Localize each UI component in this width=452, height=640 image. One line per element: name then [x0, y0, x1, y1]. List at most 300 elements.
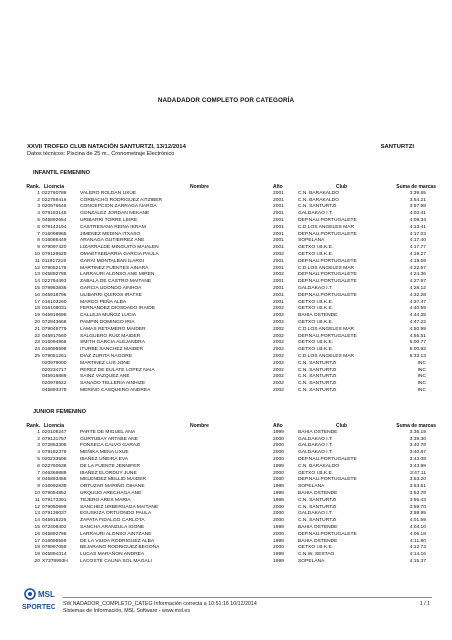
table-row — [0, 340, 452, 347]
table-row — [0, 457, 452, 464]
time-cell: 4:19.59 — [409, 258, 426, 264]
club-cell: SOPELANA — [298, 484, 325, 490]
footer-page-number: 1 / 1 — [419, 601, 430, 607]
rank-cell: 7 — [37, 231, 40, 237]
swimmer-name-cell: SANADO TELLERIA AINHIZE — [80, 381, 146, 387]
birth-year-cell: 2001 — [273, 190, 284, 196]
time-cell: 4:28.12 — [409, 285, 426, 291]
licence-cell: 045918796 — [42, 292, 67, 298]
results-table-junior — [0, 423, 452, 566]
table-row — [0, 293, 452, 300]
time-cell: 3:47.11 — [410, 470, 426, 476]
licence-cell: 020234717 — [42, 367, 67, 373]
club-cell: C.N.W. SESTAO — [298, 552, 335, 558]
swimmer-name-cell: GARCIA UDONDO AINHOA — [80, 285, 142, 291]
header-year: Año — [273, 423, 283, 429]
time-cell: 4:09.34 — [409, 217, 426, 223]
event-city: SANTURTZI — [380, 144, 414, 150]
club-cell: C.N. SANTURTZI — [298, 374, 337, 380]
swimmer-name-cell: GURTUBAY ARTABE ANE — [80, 436, 138, 442]
time-cell: 4:12.73 — [409, 545, 426, 551]
header-licence: Licencia — [44, 184, 65, 190]
table-row — [0, 354, 452, 361]
rank-cell: 6 — [37, 224, 40, 230]
msl-sportec-logo — [21, 586, 55, 612]
club-cell: DEP.NAU.PORTUGALETE — [298, 272, 357, 278]
licence-cell: 020108247 — [42, 429, 67, 435]
club-cell: DEP.NAU.PORTUGALETE — [298, 231, 357, 237]
time-cell: 4:13.41 — [409, 224, 426, 230]
club-cell: DEP.NAU.PORTUGALETE — [298, 292, 357, 298]
club-cell: BAHIA OSTENDE — [298, 538, 338, 544]
club-cell: BAHIA OSTENDE — [298, 524, 338, 530]
licence-cell: 011917219 — [42, 258, 67, 264]
rank-cell: 12 — [34, 504, 40, 510]
birth-year-cell: 2000 — [273, 545, 284, 551]
rank-cell: 3 — [37, 443, 40, 449]
club-cell: GALDAKAO I.T. — [298, 511, 333, 517]
table-row — [0, 327, 452, 334]
table-header — [0, 184, 452, 191]
table-row — [0, 545, 452, 552]
club-cell: GETXO I.B.K.E. — [298, 306, 334, 312]
rank-cell: 8 — [37, 477, 40, 483]
time-cell: 5:00.92 — [409, 347, 426, 353]
time-cell: 3:40.78 — [409, 443, 426, 449]
birth-year-cell: 2002 — [273, 251, 284, 257]
table-row — [0, 539, 452, 546]
table-row — [0, 300, 452, 307]
birth-year-cell: 2001 — [273, 245, 284, 251]
birth-year-cell: 2002 — [273, 353, 284, 359]
club-cell: C.D.LOS ANGELES MAR — [298, 353, 354, 359]
club-cell: DEP.NAU.PORTUGALETE — [298, 477, 357, 483]
rank-cell: 14 — [34, 518, 40, 524]
club-cell: C.N. SANTURTZI — [298, 360, 337, 366]
rank-cell: 11 — [34, 258, 40, 264]
birth-year-cell: 2002 — [273, 340, 284, 346]
time-cell: 4:19.27 — [409, 251, 426, 257]
birth-year-cell: 1999 — [273, 497, 284, 503]
table-row — [0, 532, 452, 539]
rank-cell: 17 — [34, 299, 40, 305]
club-cell: C.N. SANTURTZI — [298, 387, 337, 393]
birth-year-cell: 1999 — [273, 552, 284, 558]
swimmer-name-cell: URIBARRI TORRE LEIRE — [80, 217, 138, 223]
club-cell: C.N. SANTURTZI — [298, 497, 337, 503]
licence-cell: 078997059 — [42, 545, 67, 551]
birth-year-cell: 2001 — [273, 279, 284, 285]
rank-cell: 4 — [37, 211, 40, 217]
table-row — [0, 552, 452, 559]
time-cell: 4:17.40 — [409, 238, 426, 244]
table-row — [0, 498, 452, 505]
club-cell: C.N. SANTURTZI — [298, 367, 337, 373]
time-cell: 4:03.41 — [409, 211, 426, 217]
club-cell: C.N. BARAKALDO — [298, 463, 340, 469]
table-row — [0, 272, 452, 279]
time-cell: 4:17.77 — [409, 245, 426, 251]
rank-cell: 6 — [37, 463, 40, 469]
club-cell: GALDAKAO I.T. — [298, 450, 333, 456]
table-row — [0, 450, 452, 457]
licence-cell: 079131757 — [42, 436, 67, 442]
table-row — [0, 437, 452, 444]
club-cell: C.D.LOS ANGELES MAR — [298, 224, 354, 230]
licence-cell: 045892654 — [42, 217, 67, 223]
page-title: NADADADOR COMPLETO POR CATEGORÍA — [157, 97, 295, 104]
table-header — [0, 423, 452, 430]
birth-year-cell: 2002 — [273, 313, 284, 319]
birth-year-cell: 2002 — [273, 367, 284, 373]
table-row — [0, 286, 452, 293]
birth-year-cell: 1999 — [273, 538, 284, 544]
tech-details: Datos técnicos: Piscina de 25 m., Cronometraje Electrónico — [27, 151, 175, 157]
footer-report-info: SW.NADADOR_COMPLETO_CATEG Información correcta a 10:51:16 10/12/2014 — [63, 601, 257, 607]
time-cell: 4:01.59 — [409, 518, 426, 524]
club-cell: GALDAKAO I.T. — [298, 211, 333, 217]
club-cell: DEP.NAU.PORTUGALETE — [298, 217, 357, 223]
birth-year-cell: 1999 — [273, 429, 284, 435]
time-cell: INC — [417, 381, 426, 387]
birth-year-cell: 1999 — [273, 524, 284, 530]
time-cell: 3:54.21 — [409, 197, 426, 203]
table-row — [0, 361, 452, 368]
club-cell: BAHIA OSTENDE — [298, 313, 338, 319]
swimmer-name-cell: CALLEJA MUÑOZ LUCIA — [80, 313, 136, 319]
birth-year-cell: 2002 — [273, 326, 284, 332]
birth-year-cell: 2000 — [273, 450, 284, 456]
swimmer-name-cell: DE LA FUENTE JENNIFER — [80, 463, 141, 469]
swimmer-name-cell: DE LA VIUDA RODRIGUEZ ALBA — [80, 538, 155, 544]
swimmer-name-cell: FERNANDEZ DIOSDADO IRAIDE — [80, 306, 155, 312]
swimmer-name-cell: VALERO ROLDAN UXUE — [80, 190, 137, 196]
birth-year-cell: 2001 — [273, 258, 284, 264]
club-cell: GALDAKAO I.T. — [298, 436, 333, 442]
licence-cell: 046369889 — [42, 470, 67, 476]
club-cell: C.D.LOS ANGELES MAR — [298, 326, 354, 332]
swimmer-name-cell: CORBACHO RODRIGUEZ AITZIBER — [80, 197, 163, 203]
table-row — [0, 306, 452, 313]
rank-cell: 2 — [37, 197, 40, 203]
club-cell: GETXO I.B.K.E. — [298, 245, 334, 251]
club-cell: GETXO I.B.K.E. — [298, 319, 334, 325]
licence-cell: 045894314 — [42, 552, 67, 558]
time-cell: INC — [417, 387, 426, 393]
swimmer-name-cell: MARCO PEÑA ALBA — [80, 299, 127, 305]
rank-cell: 5 — [37, 217, 40, 223]
table-row — [0, 443, 452, 450]
time-cell: 3:55.43 — [409, 497, 426, 503]
rank-cell: 13 — [34, 511, 40, 517]
swimmer-name-cell: GARAI MONTALBAN ILARGI — [80, 258, 145, 264]
rank-cell: 3 — [37, 204, 40, 210]
table-row — [0, 374, 452, 381]
club-cell: DEP.NAU.PORTUGALETE — [298, 279, 357, 285]
licence-cell: 045918225 — [42, 518, 67, 524]
event-title: XXVII TROFEO CLUB NATACIÓN SANTURTZI, 13/12/2014 — [27, 144, 186, 150]
birth-year-cell: 1999 — [273, 490, 284, 496]
club-cell: C.N. SANTURTZI — [298, 504, 337, 510]
header-club: Club — [336, 423, 348, 429]
birth-year-cell: 2001 — [273, 197, 284, 203]
licence-cell: 016108031 — [42, 306, 67, 312]
swimmer-name-cell: ORTUZAR MARIÑO OIHANE — [80, 484, 145, 490]
licence-cell: 016086449 — [42, 238, 67, 244]
time-cell: 4:40.59 — [409, 306, 426, 312]
birth-year-cell: 2000 — [273, 518, 284, 524]
swimmer-name-cell: MEÑIKA MENA UXUE — [80, 450, 129, 456]
table-row — [0, 238, 452, 245]
club-cell: GETXO I.B.K.E. — [298, 470, 334, 476]
birth-year-cell: 1999 — [273, 484, 284, 490]
club-cell: GETXO I.B.K.E. — [298, 251, 334, 257]
table-row — [0, 225, 452, 232]
time-cell: 4:24.36 — [409, 272, 426, 278]
time-cell: 4:47.22 — [409, 319, 426, 325]
header-year: Año — [273, 184, 283, 190]
club-cell: DEP.NAU.PORTUGALETE — [298, 531, 357, 537]
licence-cell: 079126529 — [42, 251, 67, 257]
birth-year-cell: 2000 — [273, 531, 284, 537]
logo-text: MSL — [38, 590, 55, 599]
time-cell: 3:39.55 — [409, 190, 426, 196]
table-row — [0, 484, 452, 491]
licence-cell: 016098965 — [42, 231, 67, 237]
licence-cell: 016094966 — [42, 340, 67, 346]
rank-cell: 14 — [34, 279, 40, 285]
swimmer-name-cell: LIZARRALDE MINGUITO MAIALEN — [80, 245, 159, 251]
time-cell: 4:11.80 — [410, 538, 426, 544]
swimmer-name-cell: MERINO CASQUERO ANDREA — [80, 387, 151, 393]
licence-cell: 016095559 — [42, 538, 67, 544]
club-cell: DEP.NAU.PORTUGALETE — [298, 258, 357, 264]
licence-cell: 045892768 — [42, 531, 67, 537]
rank-cell: 18 — [34, 306, 40, 312]
club-cell: DEP.NAU.PORTUGALETE — [298, 333, 357, 339]
rank-cell: 1 — [37, 190, 40, 196]
swimmer-name-cell: URQUIJO ARECHAGA ANE — [80, 490, 142, 496]
time-cell: 4:55.51 — [409, 333, 426, 339]
header-name: Nombre — [190, 184, 209, 190]
licence-cell: 078983836 — [42, 285, 67, 291]
licence-cell: 016095598 — [42, 347, 67, 353]
birth-year-cell: 2001 — [273, 231, 284, 237]
time-cell: 4:04.10 — [409, 524, 426, 530]
time-cell: 3:53.20 — [409, 477, 426, 483]
swimmer-name-cell: ARANAGA GUTIERREZ ANE — [80, 238, 145, 244]
birth-year-cell: 2002 — [273, 381, 284, 387]
birth-year-cell: 2002 — [273, 333, 284, 339]
rank-cell: 19 — [34, 313, 40, 319]
swimmer-name-cell: PAMPIN DOMINGO IRIA — [80, 319, 135, 325]
rank-cell: 10 — [34, 490, 40, 496]
licence-cell: 045892788 — [42, 272, 67, 278]
birth-year-cell: 2001 — [273, 217, 284, 223]
header-time: Suma de marcas — [396, 423, 436, 429]
club-cell: GETXO I.B.K.E. — [298, 545, 334, 551]
swimmer-name-cell: ZAPATA FIDALGO CARLOTA — [80, 518, 145, 524]
table-row — [0, 491, 452, 498]
swimmer-name-cell: MARTINEZ FUENTES AINARA — [80, 265, 149, 271]
rank-cell: 5 — [37, 456, 40, 462]
rank-cell: 25 — [34, 353, 40, 359]
swimmer-name-cell: ULIBARRI QUIROS IRATXE — [80, 292, 142, 298]
results-table-infantil — [0, 184, 452, 395]
swimmer-name-cell: EGUSKIZA ORTUONDO PAULA — [80, 511, 152, 517]
time-cell: 3:40.87 — [409, 450, 426, 456]
swimmer-name-cell: SMITH GARCIA ALEJANDRA — [80, 340, 145, 346]
swimmer-name-cell: SALGUERO RUIZ MAIDER — [80, 333, 141, 339]
table-row — [0, 259, 452, 266]
birth-year-cell: 1999 — [273, 558, 284, 564]
table-row — [0, 334, 452, 341]
birth-year-cell: 2000 — [273, 436, 284, 442]
header-licence: Licencia — [44, 423, 65, 429]
licence-cell: 022760538 — [42, 463, 67, 469]
birth-year-cell: 2002 — [273, 347, 284, 353]
time-cell: INC — [417, 360, 426, 366]
club-cell: GETXO I.B.K.E. — [298, 340, 334, 346]
club-cell: BAHIA OSTENDE — [298, 490, 338, 496]
club-cell: C.N. SANTURTZI — [298, 518, 337, 524]
time-cell: 3:39.30 — [409, 436, 426, 442]
time-cell: 3:59.95 — [409, 511, 426, 517]
time-cell: 4:50.99 — [409, 326, 426, 332]
licence-cell: 045893458 — [42, 477, 67, 483]
rank-cell: 15 — [34, 285, 40, 291]
licence-cell: 045917560 — [42, 333, 67, 339]
time-cell: 3:53.78 — [409, 490, 426, 496]
logo-subtext: SPORTEC — [22, 604, 55, 611]
swimmer-name-cell: LACOSTE CAUNA SOL MAGALI — [80, 558, 152, 564]
rank-cell: 9 — [37, 245, 40, 251]
time-cell: INC — [417, 367, 426, 373]
swimmer-name-cell: LUCAS MARAÑON ANDREA — [80, 552, 145, 558]
time-cell: 4:37.47 — [409, 299, 426, 305]
birth-year-cell: 2002 — [273, 306, 284, 312]
rank-cell: 8 — [37, 238, 40, 244]
table-row — [0, 198, 452, 205]
rank-cell: 24 — [34, 347, 40, 353]
club-cell: BAHIA OSTENDE — [298, 429, 338, 435]
swimmer-name-cell: ZABALA DE CASTRO MAITANE — [80, 279, 152, 285]
birth-year-cell: 2002 — [273, 374, 284, 380]
birth-year-cell: 2001 — [273, 238, 284, 244]
swimmer-name-cell: SAINZ VAZQUEZ ANE — [80, 374, 130, 380]
birth-year-cell: 2001 — [273, 204, 284, 210]
table-row — [0, 511, 452, 518]
header-club: Club — [336, 184, 348, 190]
table-row — [0, 388, 452, 395]
rank-cell: 22 — [34, 333, 40, 339]
licence-cell: 020233596 — [42, 456, 67, 462]
licence-cell: X7378993H — [42, 558, 68, 564]
rank-cell: 9 — [37, 484, 40, 490]
licence-cell: 022760788 — [42, 190, 67, 196]
section-title-junior: JUNIOR FEMENINO — [33, 409, 87, 415]
swimmer-name-cell: FONSECA CALVO GARAZI — [80, 443, 141, 449]
time-cell: 4:14.16 — [409, 552, 426, 558]
licence-cell: 016092839 — [42, 484, 67, 490]
rank-cell: 7 — [37, 470, 40, 476]
birth-year-cell: 2001 — [273, 285, 284, 291]
birth-year-cell: 2000 — [273, 477, 284, 483]
table-row — [0, 381, 452, 388]
table-row — [0, 252, 452, 259]
birth-year-cell: 2000 — [273, 456, 284, 462]
club-cell: SOPELANA — [298, 238, 325, 244]
licence-cell: 079182379 — [42, 450, 67, 456]
licence-cell: 020979000 — [42, 360, 67, 366]
club-cell: C.D.LOS ANGELES MAR — [298, 265, 354, 271]
table-row — [0, 505, 452, 512]
club-cell: SOPELANA — [298, 558, 325, 564]
club-cell: C.N. BARAKALDO — [298, 190, 340, 196]
rank-cell: 23 — [34, 340, 40, 346]
club-cell: C.N. SANTURTZI — [298, 204, 337, 210]
header-rank: Rank. — [26, 184, 40, 190]
table-row — [0, 471, 452, 478]
licence-cell: 072408402 — [42, 524, 67, 530]
birth-year-cell: 2000 — [273, 504, 284, 510]
club-cell: GALDAKAO I.T. — [298, 285, 333, 291]
rank-cell: 15 — [34, 524, 40, 530]
licence-cell: 079050999 — [42, 504, 67, 510]
table-row — [0, 347, 452, 354]
table-row — [0, 368, 452, 375]
swimmer-name-cell: IBAÑEZ UÑEIRA EVA — [80, 456, 129, 462]
time-cell: 3:53.51 — [409, 484, 426, 490]
time-cell: 4:17.03 — [409, 231, 426, 237]
club-cell: C.N. SANTURTZI — [298, 381, 337, 387]
time-cell: 3:36.19 — [409, 429, 426, 435]
swimmer-name-cell: ITURBE SANCHEZ MAIDER — [80, 347, 144, 353]
swimmer-name-cell: BEJARANO RODRIGUEZ BEGOÑA — [80, 545, 160, 551]
birth-year-cell: 2001 — [273, 299, 284, 305]
licence-cell: 045916696 — [42, 313, 67, 319]
birth-year-cell: 2001 — [273, 211, 284, 217]
rank-cell: 16 — [34, 292, 40, 298]
rank-cell: 2 — [37, 436, 40, 442]
rank-cell: 13 — [34, 272, 40, 278]
table-row — [0, 464, 452, 471]
swimmer-name-cell: PEREZ DE EULATE LOPEZ NAIA — [80, 367, 155, 373]
swimmer-name-cell: SANCHEZ URBERUAGA MAITANE — [80, 504, 159, 510]
table-row — [0, 559, 452, 566]
table-row — [0, 313, 452, 320]
time-cell: 3:57.98 — [409, 204, 426, 210]
rank-cell: 16 — [34, 531, 40, 537]
birth-year-cell: 2002 — [273, 319, 284, 325]
swimmer-name-cell: DIAZ ZURITA NAGORE — [80, 353, 133, 359]
swimmer-name-cell: LARRAURI ALONSO AINTZANE — [80, 531, 152, 537]
licence-cell: 020976646 — [42, 204, 67, 210]
birth-year-cell: 2002 — [273, 272, 284, 278]
swimmer-name-cell: JIMENEZ MEDINA ITXASO — [80, 231, 141, 237]
table-row — [0, 191, 452, 198]
table-row — [0, 430, 452, 437]
club-cell: C.N. BARAKALDO — [298, 197, 340, 203]
rank-cell: 11 — [34, 497, 40, 503]
header-time: Suma de marcas — [396, 184, 436, 190]
rank-cell: 1 — [37, 429, 40, 435]
licence-cell: 020978622 — [42, 381, 67, 387]
footer-rule — [63, 597, 432, 598]
table-row — [0, 266, 452, 273]
time-cell: INC — [417, 374, 426, 380]
time-cell: 4:06.18 — [409, 531, 426, 537]
